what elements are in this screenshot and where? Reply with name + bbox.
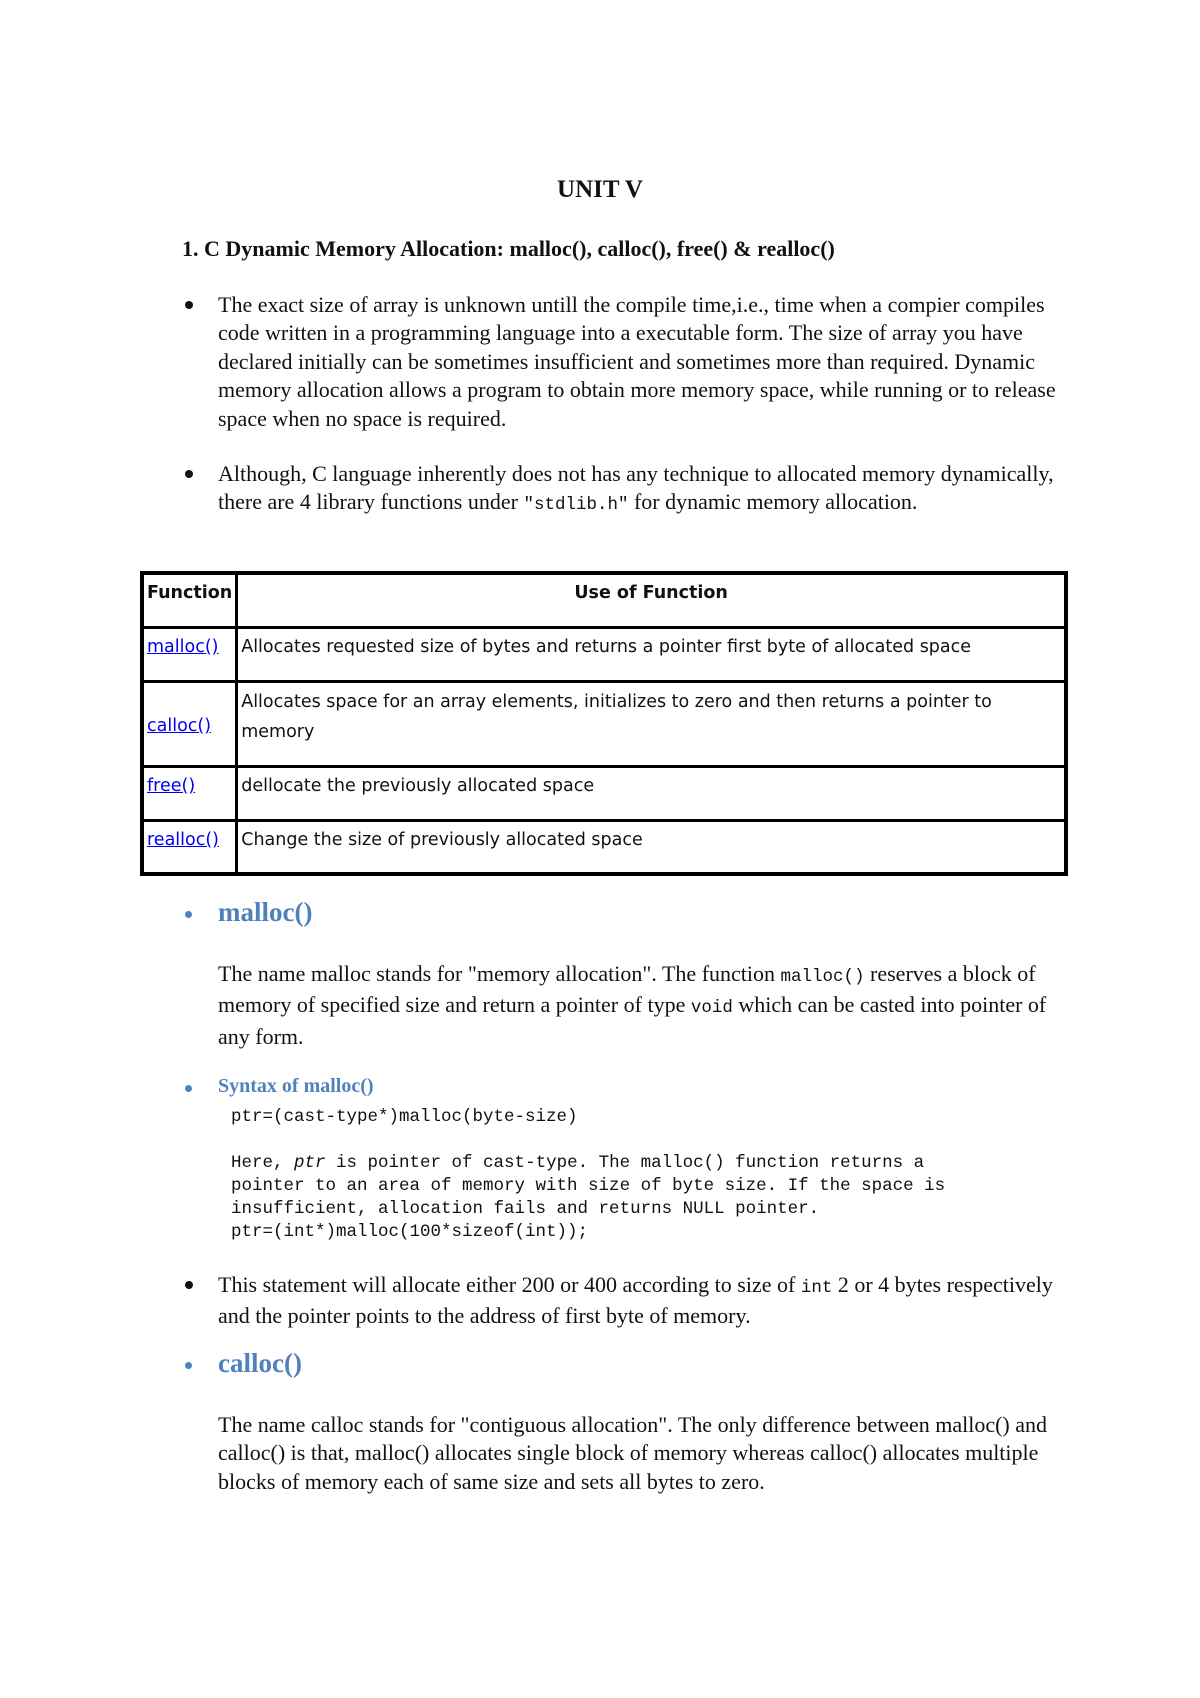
use-cell: Allocates requested size of bytes and returns a pointer first byte of allocated space [237,627,1066,681]
table-row [142,766,1066,820]
function-cell [142,681,237,766]
table-row [142,820,1066,874]
calloc-description: The name calloc stands for "contiguous allocation". The only difference between malloc() and calloc() is that, malloc() allocates single block of memory whereas calloc() allocates multiple blocks of memory each of same size and sets all bytes to zero. [218,1412,1048,1494]
statement-text: 2 or 4 bytes respectively and the pointer points to the address of first byte of memory. [218,1272,1053,1329]
intro-text-end: for dynamic memory allocation. [628,489,918,515]
use-cell: Change the size of previously allocated space [237,820,1066,874]
void-code: void [690,998,733,1019]
malloc-heading: malloc() [218,897,313,927]
bullet-icon [185,470,193,478]
ptr-italic: ptr [294,1153,326,1173]
function-cell [142,627,237,681]
malloc-desc-text: reserves a block of memory of specified size and return a pointer of type [218,961,1036,1018]
function-cell [142,766,237,820]
unit-title: UNIT V [557,176,643,203]
syntax-heading: Syntax of malloc() [218,1075,374,1097]
syntax-explanation [231,1152,924,1175]
malloc-code: malloc() [780,967,865,987]
function-cell [142,820,237,874]
bullet-icon [185,301,193,309]
realloc-link[interactable]: realloc() [147,829,220,850]
bullet-icon [185,911,192,918]
header-function: Function [142,573,237,627]
calloc-heading: calloc() [218,1348,302,1378]
calloc-link[interactable]: calloc() [147,715,212,736]
table-header-row [142,573,1066,627]
syntax-explanation-line-2: pointer to an area of memory with size of byte size. If the space is [231,1176,946,1196]
free-link[interactable]: free() [147,775,196,796]
malloc-description [218,960,1068,1051]
malloc-desc-text: which can be casted into pointer of any form. [218,992,1047,1049]
code-text: Here, [231,1153,295,1173]
section-heading: 1. C Dynamic Memory Allocation: malloc(), calloc(), free() & realloc() [182,236,835,261]
syntax-code: ptr=(cast-type*)malloc(byte-size) [231,1107,578,1127]
example-code: ptr=(int*)malloc(100*sizeof(int)); [231,1222,589,1242]
intro-paragraph-2 [218,460,1068,520]
bullet-icon [185,1362,192,1369]
int-code: int [800,1278,833,1298]
functions-table [140,571,1068,876]
stdlib-code: "stdlib.h" [523,495,629,516]
statement-paragraph [218,1271,1068,1331]
malloc-link[interactable]: malloc() [147,636,219,657]
statement-text: This statement will allocate either 200 or 400 according to size of [218,1272,801,1297]
code-text: is pointer of cast-type. The malloc() function returns a [325,1153,925,1173]
header-use: Use of Function [237,573,1066,627]
bullet-icon [185,1281,193,1289]
intro-text: Although, C language inherently does not has any technique to allocated memory dynamically, there are 4 library functions under [218,461,1054,515]
table-row [142,681,1066,766]
bullet-icon [185,1085,192,1092]
table-row [142,627,1066,681]
use-cell: Allocates space for an array elements, initializes to zero and then returns a pointer to memory [237,681,1066,766]
malloc-desc-text: The name malloc stands for "memory allocation". The function [218,961,781,986]
syntax-explanation-line-3: insufficient, allocation fails and returns NULL pointer. [231,1199,820,1219]
intro-paragraph-1: The exact size of array is unknown untill the compile time,i.e., time when a compier compiles code written in a programming language into a executable form. The size of array you have declared initially can be sometimes insufficient and sometimes more than required. Dynamic memory allocation allows a program to obtain more memory space, while running or to release space when no space is required. [218,292,1056,431]
use-cell: dellocate the previously allocated space [237,766,1066,820]
